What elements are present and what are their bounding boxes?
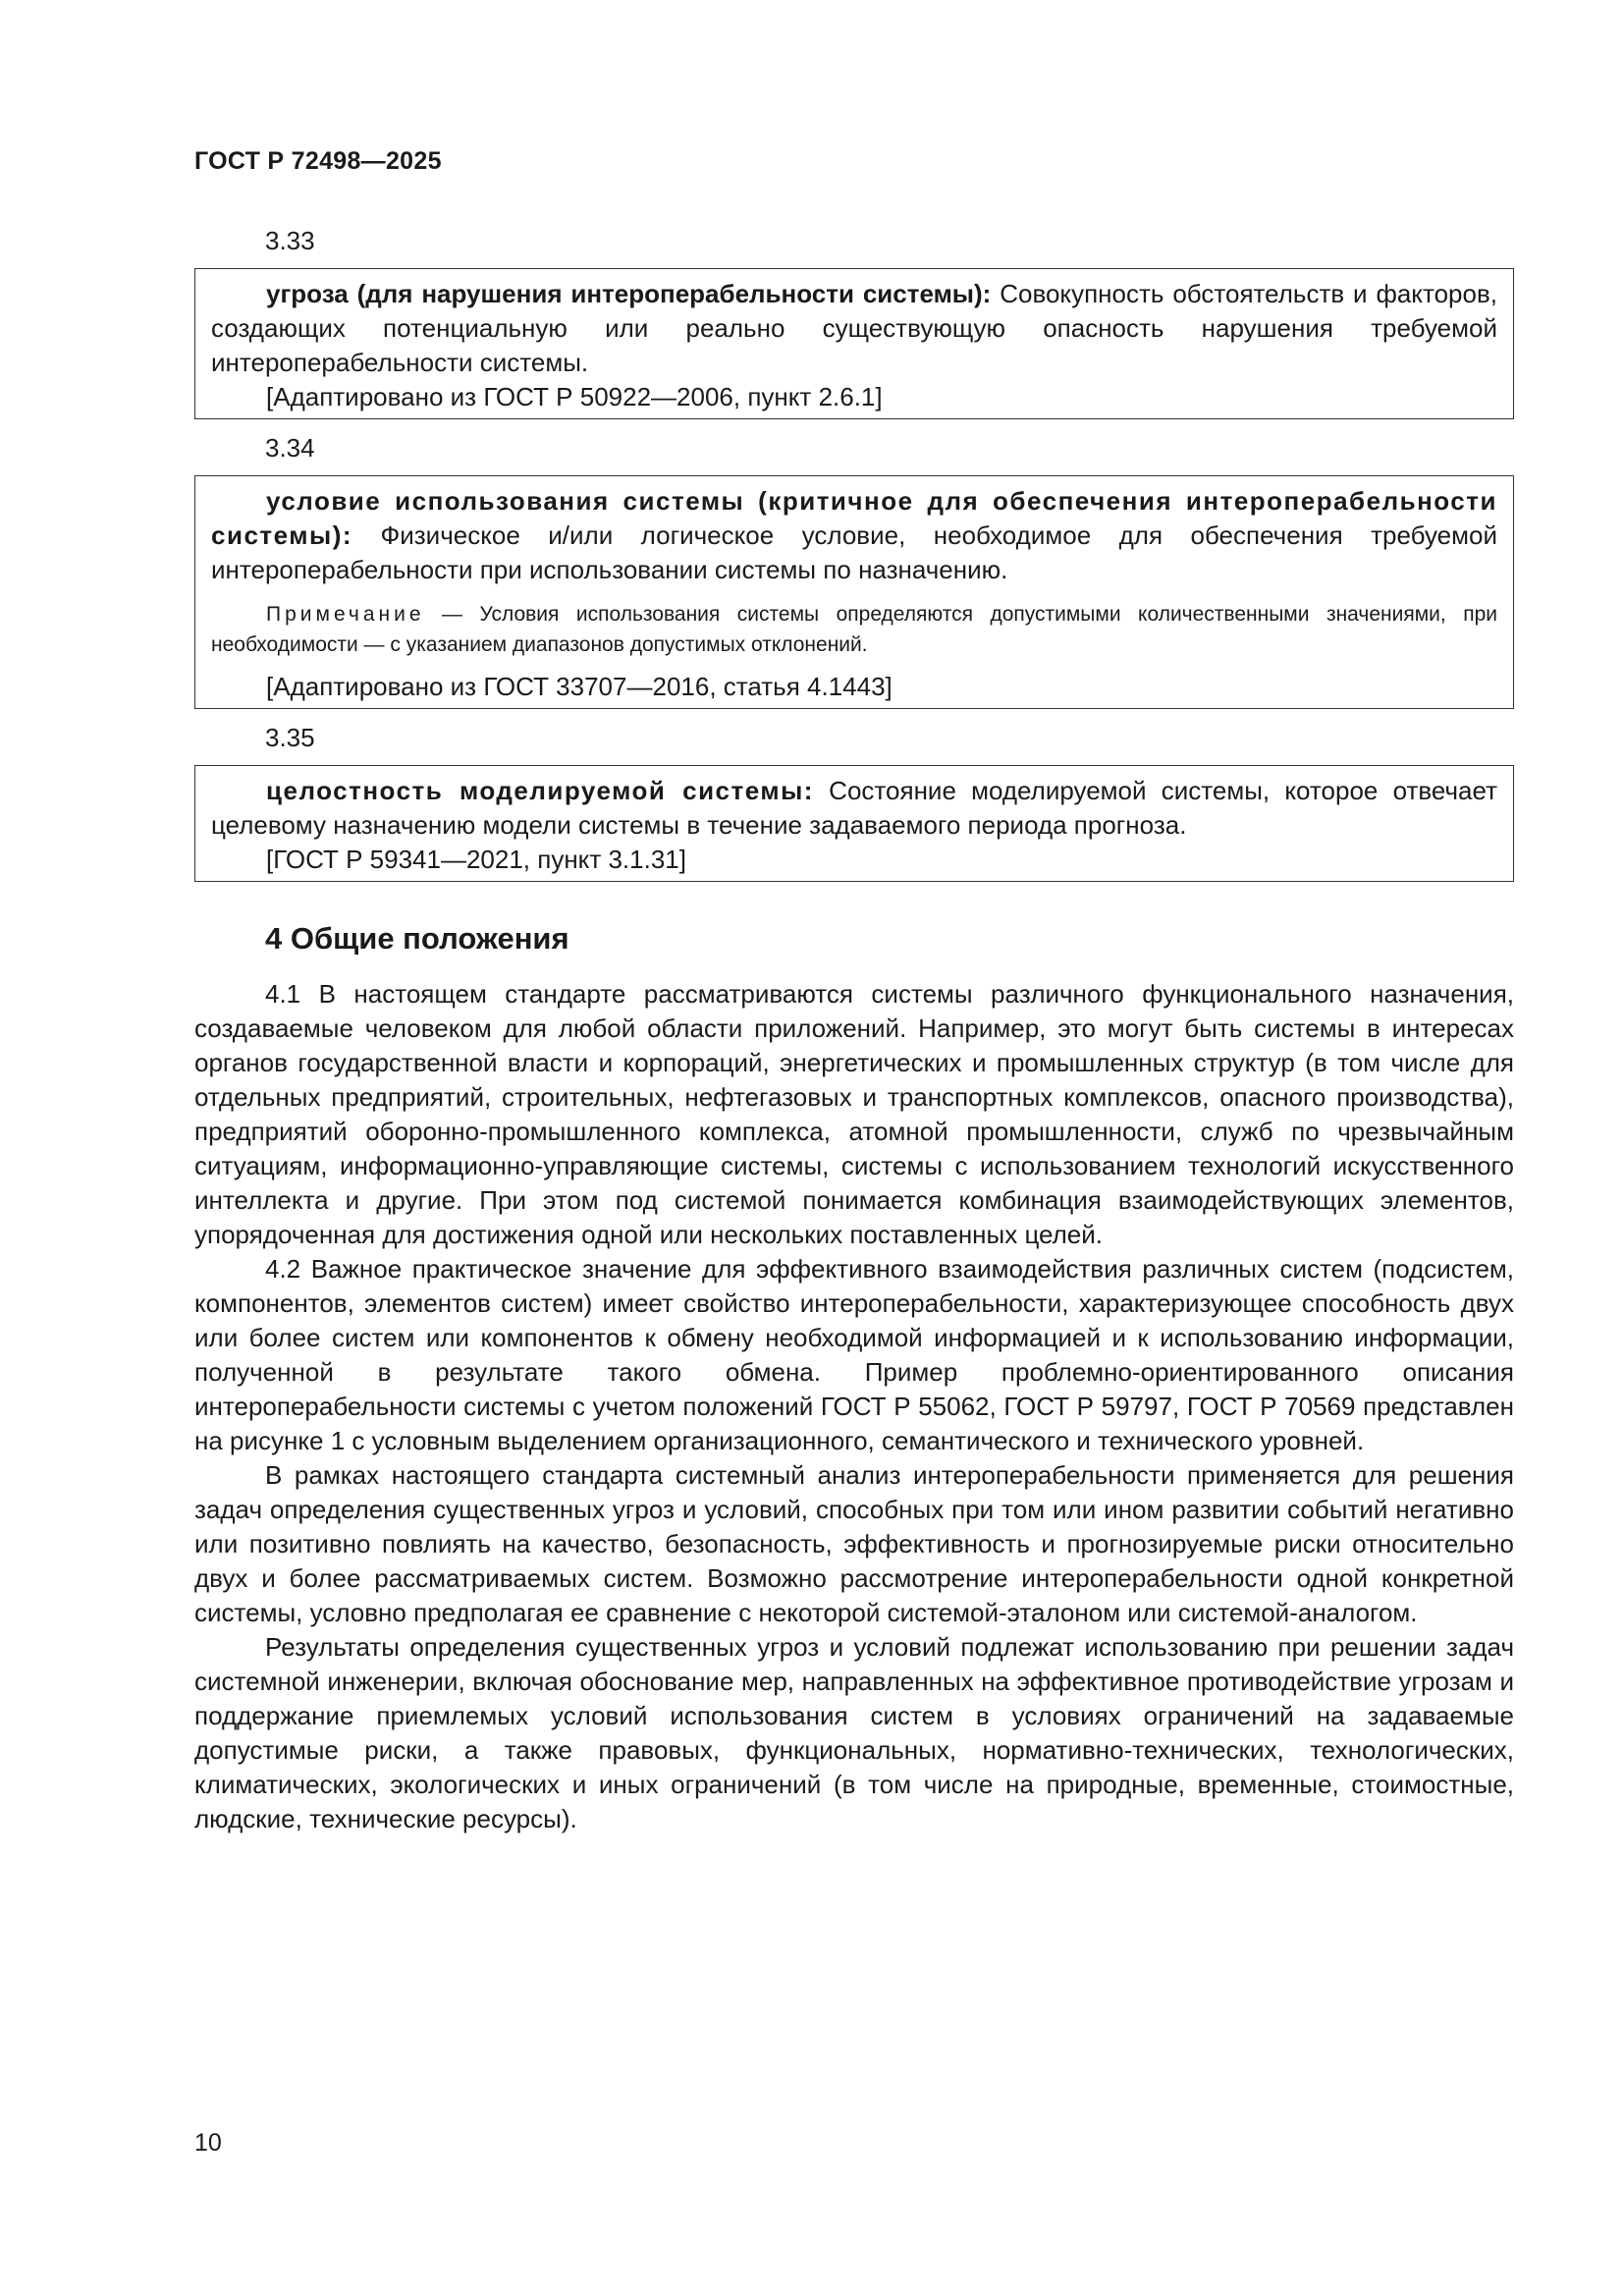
term-definition-text: Состояние моделируемой системы, которое отвечает целевому назначению модели системы в течение задаваемого периода прогноза.	[211, 776, 1497, 840]
term-definition-text: Совокупность обстоятельств и факторов, создающих потенциальную или реально существующую опасность нарушения требуемой интероперабельности системы.	[211, 279, 1497, 377]
term-source: [Адаптировано из ГОСТ 33707—2016, статья 4.1443]	[266, 672, 893, 701]
term-number: 3.34	[265, 433, 315, 463]
paragraph: В рамках настоящего стандарта системный анализ интероперабельности применяется для решения задач определения существенных угроз и условий, способных при том или ином развитии событий негативно или позитивно повлиять на качество, безопасность, эффективность и прогнозируемые риски относительно двух и более рассматриваемых систем. Возможно рассмотрение интероперабельности одной конкретной системы, условно предполагая ее сравнение с некоторой системой-эталоном или системой-аналогом.	[194, 1460, 1514, 1627]
term-number: 3.33	[265, 226, 315, 255]
page-number: 10	[194, 2129, 222, 2157]
term-note	[211, 599, 1497, 660]
term-box-3-34	[194, 475, 1514, 709]
term-number: 3.35	[265, 723, 315, 752]
term-definition-text: Физическое и/или логическое условие, необходимое для обеспечения требуемой интероперабельности при использовании системы по назначению.	[211, 520, 1497, 584]
term-name: условие использования системы (критичное для обеспечения интероперабельности системы):	[211, 486, 1497, 550]
paragraph-4-2: 4.2 Важное практическое значение для эффективного взаимодействия различных систем (подсистем, компонентов, элементов систем) имеет свойство интероперабельности, характеризующее способность двух или более систем или компонентов к обмену необходимой информацией и к использованию информации, полученной в результате такого обмена. Пример проблемно-ориентированного описания интероперабельности системы с учетом положений ГОСТ Р 55062, ГОСТ Р 59797, ГОСТ Р 70569 представлен на рисунке 1 с условным выделением организационного, семантического и технического уровней.	[194, 1254, 1514, 1455]
term-box-3-35	[194, 765, 1514, 882]
note-label: Примечание	[266, 603, 425, 626]
term-source: [Адаптировано из ГОСТ Р 50922—2006, пункт 2.6.1]	[266, 382, 883, 411]
term-source: [ГОСТ Р 59341—2021, пункт 3.1.31]	[266, 845, 686, 874]
document-header: ГОСТ Р 72498—2025	[194, 147, 442, 175]
term-definition	[211, 774, 1497, 843]
term-definition	[211, 484, 1497, 587]
term-box-3-33	[194, 268, 1514, 419]
term-definition	[211, 277, 1497, 380]
paragraph-4-1: 4.1 В настоящем стандарте рассматриваются системы различного функционального назначения, создаваемые человеком для любой области приложений. Например, это могут быть системы в интересах органов государственной власти и корпораций, энергетических и промышленных структур (в том числе для отдельных предприятий, строительных, нефтегазовых и транспортных комплексов, опасного производства), предприятий оборонно-промышленного комплекса, атомной промышленности, служб по чрезвычайным ситуациям, информационно-управляющие системы, системы с использованием технологий искусственного интеллекта и другие. При этом под системой понимается комбинация взаимодействующих элементов, упорядоченная для достижения одной или нескольких поставленных целей.	[194, 979, 1514, 1249]
term-name: целостность моделируемой системы:	[266, 776, 814, 805]
paragraph: Результаты определения существенных угроз и условий подлежат использованию при решении задач системной инженерии, включая обоснование мер, направленных на эффективное противодействие угрозам и поддержание приемлемых условий использования систем в условиях ограничений на задаваемые допустимые риски, а также правовых, функциональных, нормативно-технических, технологических, климатических, экологических и иных ограничений (в том числе на природные, временные, стоимостные, людские, технические ресурсы).	[194, 1632, 1514, 1833]
section-title: 4 Общие положения	[265, 921, 569, 956]
term-name: угроза (для нарушения интероперабельности системы):	[266, 279, 992, 308]
document-body	[194, 224, 1514, 1836]
note-text: — Условия использования системы определяются допустимыми количественными значениями, при необходимости — с указанием диапазонов допустимых отклонений.	[211, 603, 1497, 656]
